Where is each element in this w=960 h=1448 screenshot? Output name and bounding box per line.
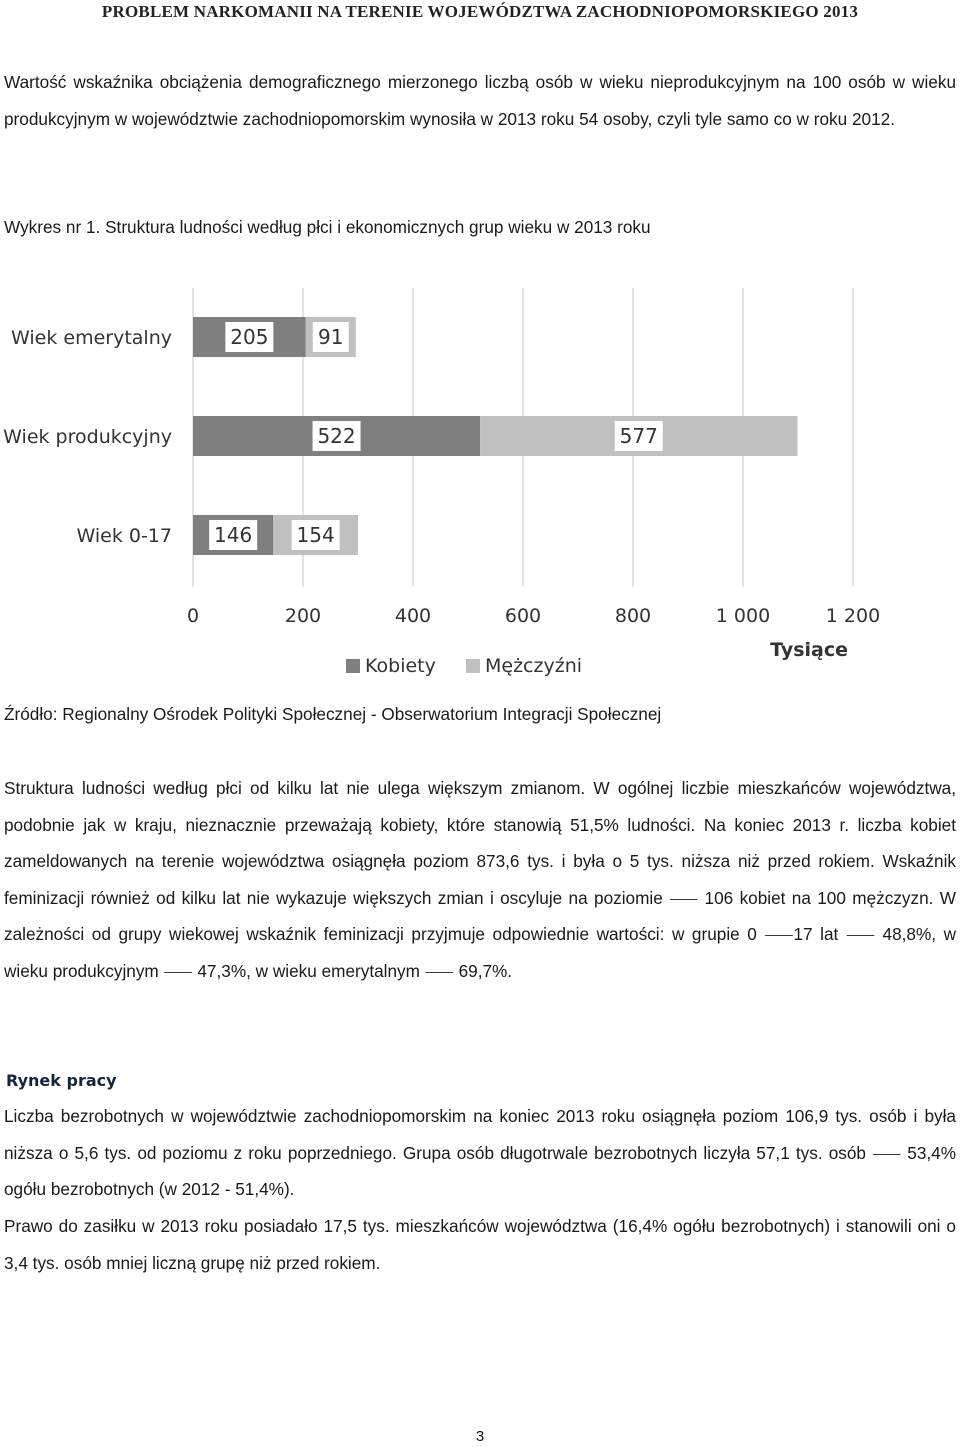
intro-paragraph: Wartość wskaźnika obciążenia demograficznego mierzonego liczbą osób w wieku nieprodukcyjnym na 100 osób w wieku produkcyjnym w województwie zachodniopomorskim wynosiła w 2013 roku 54 osoby, czyli tyle samo co w roku 2012. — [4, 72, 956, 129]
data-label: 577 — [619, 424, 658, 448]
legend-swatch — [466, 659, 480, 673]
labour-market-paragraph-1: Liczba bezrobotnych w województwie zachodniopomorskim na koniec 2013 roku osiągnęła poziom 106,9 tys. osób i była niższa o 5,6 tys. od poziomu z roku poprzedniego. Grupa osób długotrwale bezrobotnych liczyła 57,1 tys. osób ⸺ 53,4% ogółu bezrobotnych (w 2012 - 51,4%). — [4, 1106, 956, 1200]
legend-swatch — [346, 659, 360, 673]
data-label: 91 — [318, 325, 344, 349]
labour-market-paragraph-2: Prawo do zasiłku w 2013 roku posiadało 17,5 tys. mieszkańców województwa (16,4% ogółu bezrobotnych) i stanowili oni o 3,4 tys. osób mniej liczną grupę niż przed rokiem. — [4, 1216, 956, 1273]
category-label: Wiek emerytalny — [11, 327, 172, 349]
category-label: Wiek produkcyjny — [3, 426, 172, 448]
x-tick-label: 1 200 — [825, 605, 881, 627]
page-header: PROBLEM NARKOMANII NA TERENIE WOJEWÓDZTWA ZACHODNIOPOMORSKIEGO 2013 — [101, 2, 859, 21]
x-tick-label: 600 — [504, 605, 542, 627]
legend-entry: Mężczyźni — [485, 655, 583, 677]
chart-bars — [193, 317, 797, 555]
section-title-labour-market: Rynek pracy — [6, 1071, 117, 1090]
x-tick-label: 1 000 — [715, 605, 771, 627]
x-tick-label: 800 — [614, 605, 652, 627]
x-axis-unit-label: Tysiące — [770, 639, 848, 661]
data-label: 154 — [296, 523, 335, 547]
chart-labels — [3, 325, 880, 677]
data-label: 522 — [317, 424, 356, 448]
population-structure-chart — [0, 275, 960, 695]
category-label: Wiek 0-17 — [76, 525, 172, 547]
legend-entry: Kobiety — [365, 655, 436, 677]
x-tick-label: 200 — [284, 605, 322, 627]
data-label: 146 — [214, 523, 253, 547]
x-tick-label: 0 — [186, 605, 200, 627]
x-tick-label: 400 — [394, 605, 432, 627]
chart-caption: Wykres nr 1. Struktura ludności według płci i ekonomicznych grup wieku w 2013 roku — [4, 217, 651, 237]
chart-source: Źródło: Regionalny Ośrodek Polityki Społecznej - Obserwatorium Integracji Społecznej — [4, 704, 662, 724]
structure-paragraph: Struktura ludności według płci od kilku lat nie ulega większym zmianom. W ogólnej liczbie mieszkańców województwa, podobnie jak w kraju, nieznacznie przeważają kobiety, które stanowią 51,5% ludności. Na koniec 2013 r. liczba kobiet zameldowanych na terenie województwa osiągnęła poziom 873,6 tys. i była o 5 tys. niższa niż przed rokiem. Wskaźnik feminizacji również od kilku lat nie wykazuje większych zmian i oscyluje na poziomie ⸺ 106 kobiet na 100 mężczyzn. W zależności od grupy wiekowej wskaźnik feminizacji przyjmuje odpowiednie wartości: w grupie 0 ⸺17 lat ⸺ 48,8%, w wieku produkcyjnym ⸺ 47,3%, w wieku emerytalnym ⸺ 69,7%. — [4, 778, 956, 981]
page-number: 3 — [475, 1428, 485, 1445]
data-label: 205 — [230, 325, 269, 349]
